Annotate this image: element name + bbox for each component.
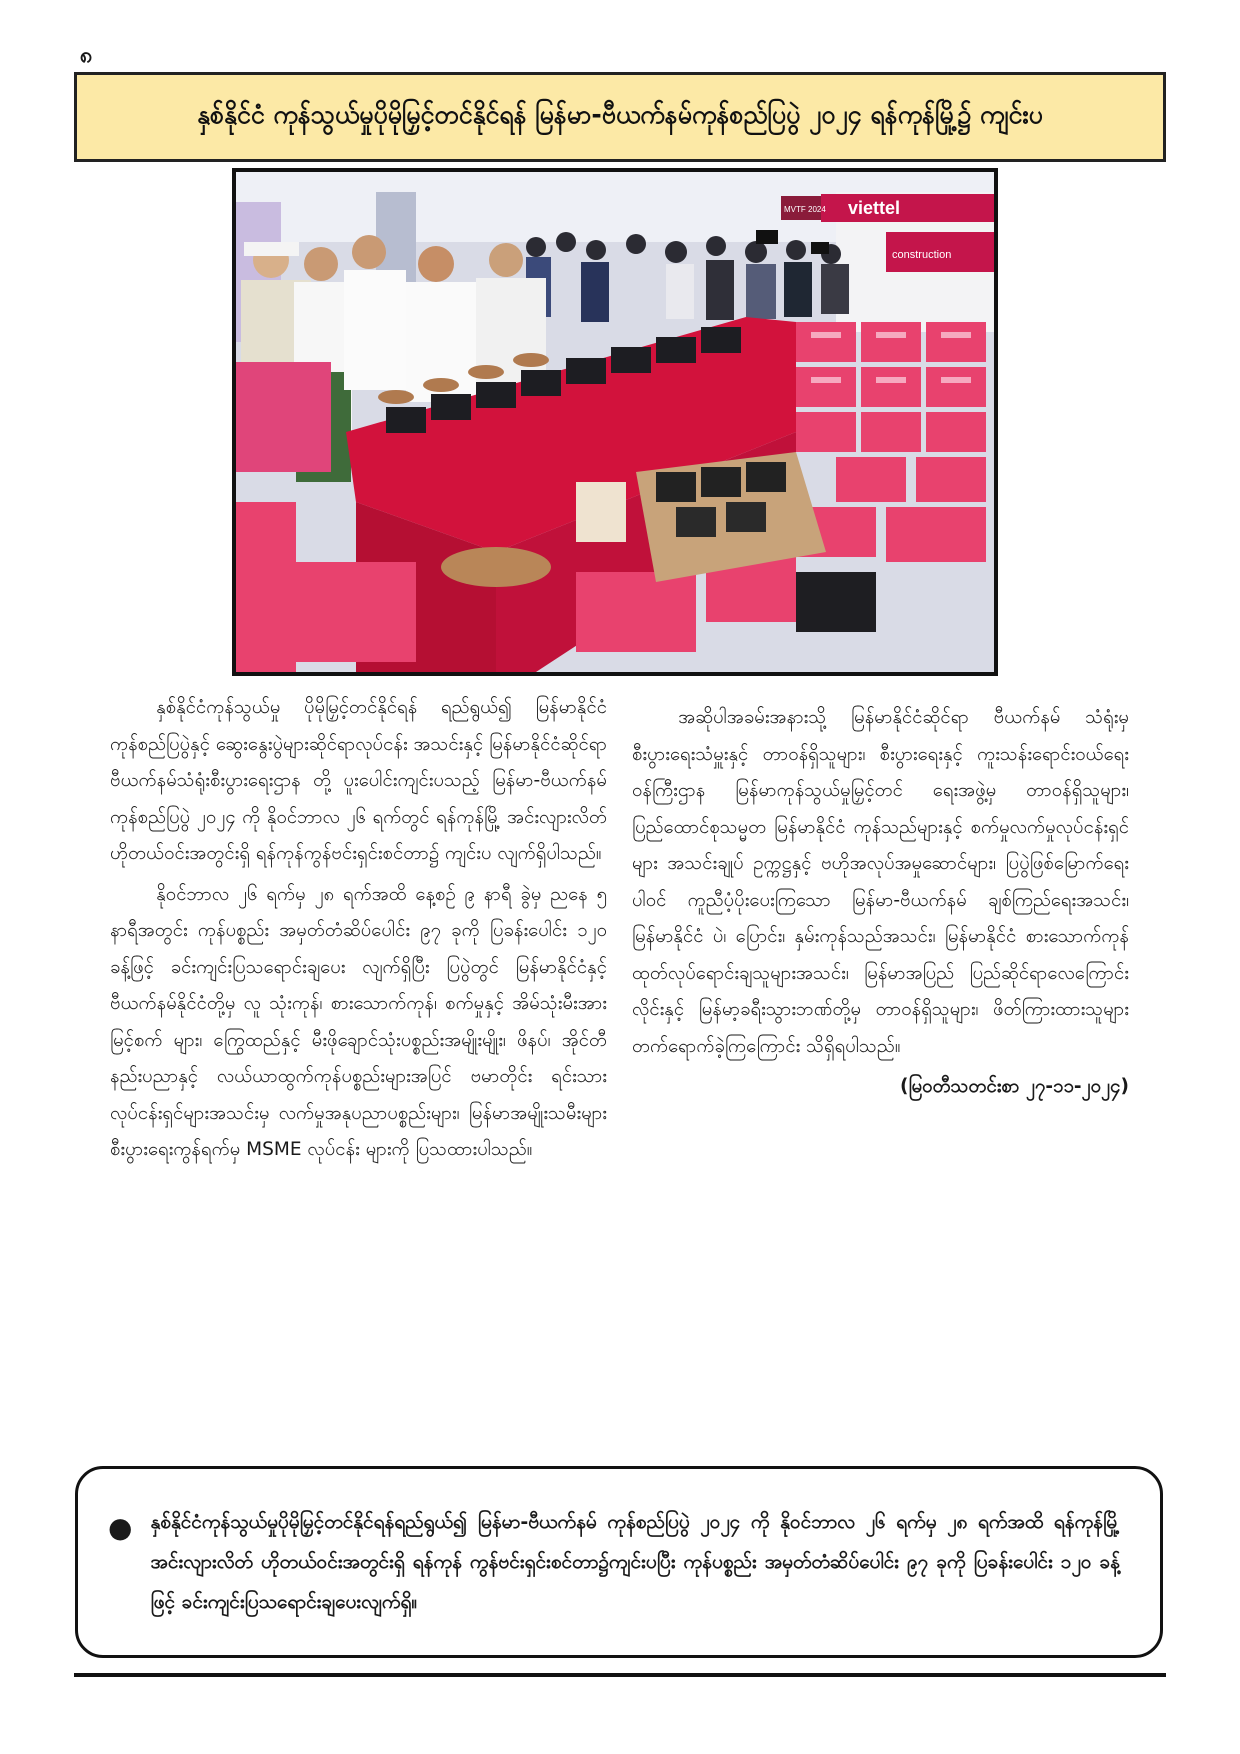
article-column-right [632, 700, 1129, 1106]
bullet-icon: ● [108, 1511, 133, 1544]
article-paragraph-2: နိုဝင်ဘာလ ၂၆ ရက်မှ ၂၈ ရက်အထိ နေ့စဉ် ၉ နာရီ ခွဲမှ ညနေ ၅ နာရီအတွင်း ကုန်ပစ္စည်း အမှတ်တံဆိပ်ပေါင်း ၉၇ ခုကို ပြခန်းပေါင်း ၁၂၀ ခန့်ဖြင့် ခင်းကျင်းပြသရောင်းချပေး လျက်ရှိပြီး ပြပွဲတွင် မြန်မာနိုင်ငံနှင့် ဗီယက်နမ်နိုင်ငံတို့မှ လူ သုံးကုန်၊ စားသောက်ကုန်၊ စက်မှုနှင့် အိမ်သုံးမီးအားမြင့်စက် များ၊ ကြွေထည်နှင့် မီးဖိုချောင်သုံးပစ္စည်းအမျိုးမျိုး၊ ဖိနပ်၊ အိုင်တီ နည်းပညာနှင့် လယ်ယာထွက်ကုန်ပစ္စည်းများအပြင် ဗမာတိုင်း ရင်းသားလုပ်ငန်းရှင်များအသင်းမှ လက်မှုအနုပညာပစ္စည်းများ၊ မြန်မာအမျိုးသမီးများ စီးပွားရေးကွန်ရက်မှ MSME လုပ်ငန်း များကို ပြသထားပါသည်။ [110, 883, 607, 1160]
article-source: (မြဝတီသတင်းစာ ၂၇-၁၁-၂၀၂၄) [900, 1076, 1129, 1097]
banner-brand: viettel [848, 198, 901, 218]
booth-sign: MVTF 2024 [784, 205, 826, 214]
page-number: ၈ [80, 43, 93, 68]
article-paragraph-3: အဆိုပါအခမ်းအနားသို့ မြန်မာနိုင်ငံဆိုင်ရာ ဗီယက်နမ် သံရုံးမှ စီးပွားရေးသံမှူးနှင့် တာဝန်ရှိသူများ၊ စီးပွားရေးနှင့် ကူးသန်းရောင်းဝယ်ရေးဝန်ကြီးဌာန မြန်မာကုန်သွယ်မှုမြှင့်တင် ရေးအဖွဲ့မှ တာဝန်ရှိသူများ၊ ပြည်ထောင်စုသမ္မတ မြန်မာနိုင်ငံ ကုန်သည်များနှင့် စက်မှုလက်မှုလုပ်ငန်းရှင်များ အသင်းချုပ် ဥက္ကဋ္ဌနှင့် ဗဟိုအလုပ်အမှုဆောင်များ၊ ပြပွဲဖြစ်မြောက်ရေးပါဝင် ကူညီပံ့ပိုးပေးကြသော မြန်မာ-ဗီယက်နမ် ချစ်ကြည်ရေးအသင်း၊ မြန်မာနိုင်ငံ ပဲ၊ ပြောင်း၊ နှမ်းကုန်သည်အသင်း၊ မြန်မာနိုင်ငံ စားသောက်ကုန်ထုတ်လုပ်ရောင်းချသူများအသင်း၊ မြန်မာအပြည် ပြည်ဆိုင်ရာလေကြောင်းလိုင်းနှင့် မြန်မာ့ခရီးသွားဘဏ်တို့မှ တာဝန်ရှိသူများ၊ ဖိတ်ကြားထားသူများ တက်ရောက်ခဲ့ကြကြောင်း သိရှိရပါသည်။ [632, 707, 1129, 1057]
bottom-divider [74, 1673, 1166, 1677]
banner-small: construction [892, 249, 952, 261]
article-column-left [110, 690, 607, 1173]
summary-text: နှစ်နိုင်ငံကုန်သွယ်မှုပိုမိုမြှင့်တင်နိုင်ရန်ရည်ရွယ်၍ မြန်မာ-ဗီယက်နမ် ကုန်စည်ပြပွဲ ၂၀၂၄ ကို နိုဝင်ဘာလ ၂၆ ရက်မှ ၂၈ ရက်အထိ ရန်ကုန်မြို့ အင်းလျားလိတ် ဟိုတယ်ဝင်းအတွင်းရှိ ရန်ကုန် ကွန်ဗင်းရှင်းစင်တာ၌ကျင်းပပြီး ကုန်ပစ္စည်း အမှတ်တံဆိပ်ပေါင်း ၉၇ ခုကို ပြခန်းပေါင်း ၁၂၀ ခန့်ဖြင့် ခင်းကျင်းပြသရောင်းချပေးလျက်ရှိ။ [150, 1511, 1120, 1613]
headline: နှစ်နိုင်ငံ ကုန်သွယ်မှုပိုမိုမြှင့်တင်နိုင်ရန် မြန်မာ-ဗီယက်နမ်ကုန်စည်ပြပွဲ ၂၀၂၄ ရန်ကုန်မြို့၌ ကျင်းပ [197, 99, 1043, 129]
news-photo [232, 168, 998, 676]
headline-box [74, 72, 1166, 162]
summary-box [75, 1466, 1163, 1658]
article-paragraph-1: နှစ်နိုင်ငံကုန်သွယ်မှု ပိုမိုမြှင့်တင်နိုင်ရန် ရည်ရွယ်၍ မြန်မာနိုင်ငံကုန်စည်ပြပွဲနှင့် ဆွေးနွေးပွဲများဆိုင်ရာလုပ်ငန်း အသင်းနှင့် မြန်မာနိုင်ငံဆိုင်ရာ ဗီယက်နမ်သံရုံးစီးပွားရေးဌာန တို့ ပူးပေါင်းကျင်းပသည့် မြန်မာ-ဗီယက်နမ် ကုန်စည်ပြပွဲ ၂၀၂၄ ကို နိုဝင်ဘာလ ၂၆ ရက်တွင် ရန်ကုန်မြို့ အင်းလျားလိတ် ဟိုတယ်ဝင်းအတွင်းရှိ ရန်ကုန်ကွန်ဗင်းရှင်းစင်တာ၌ ကျင်းပ လျက်ရှိပါသည်။ [110, 697, 607, 864]
